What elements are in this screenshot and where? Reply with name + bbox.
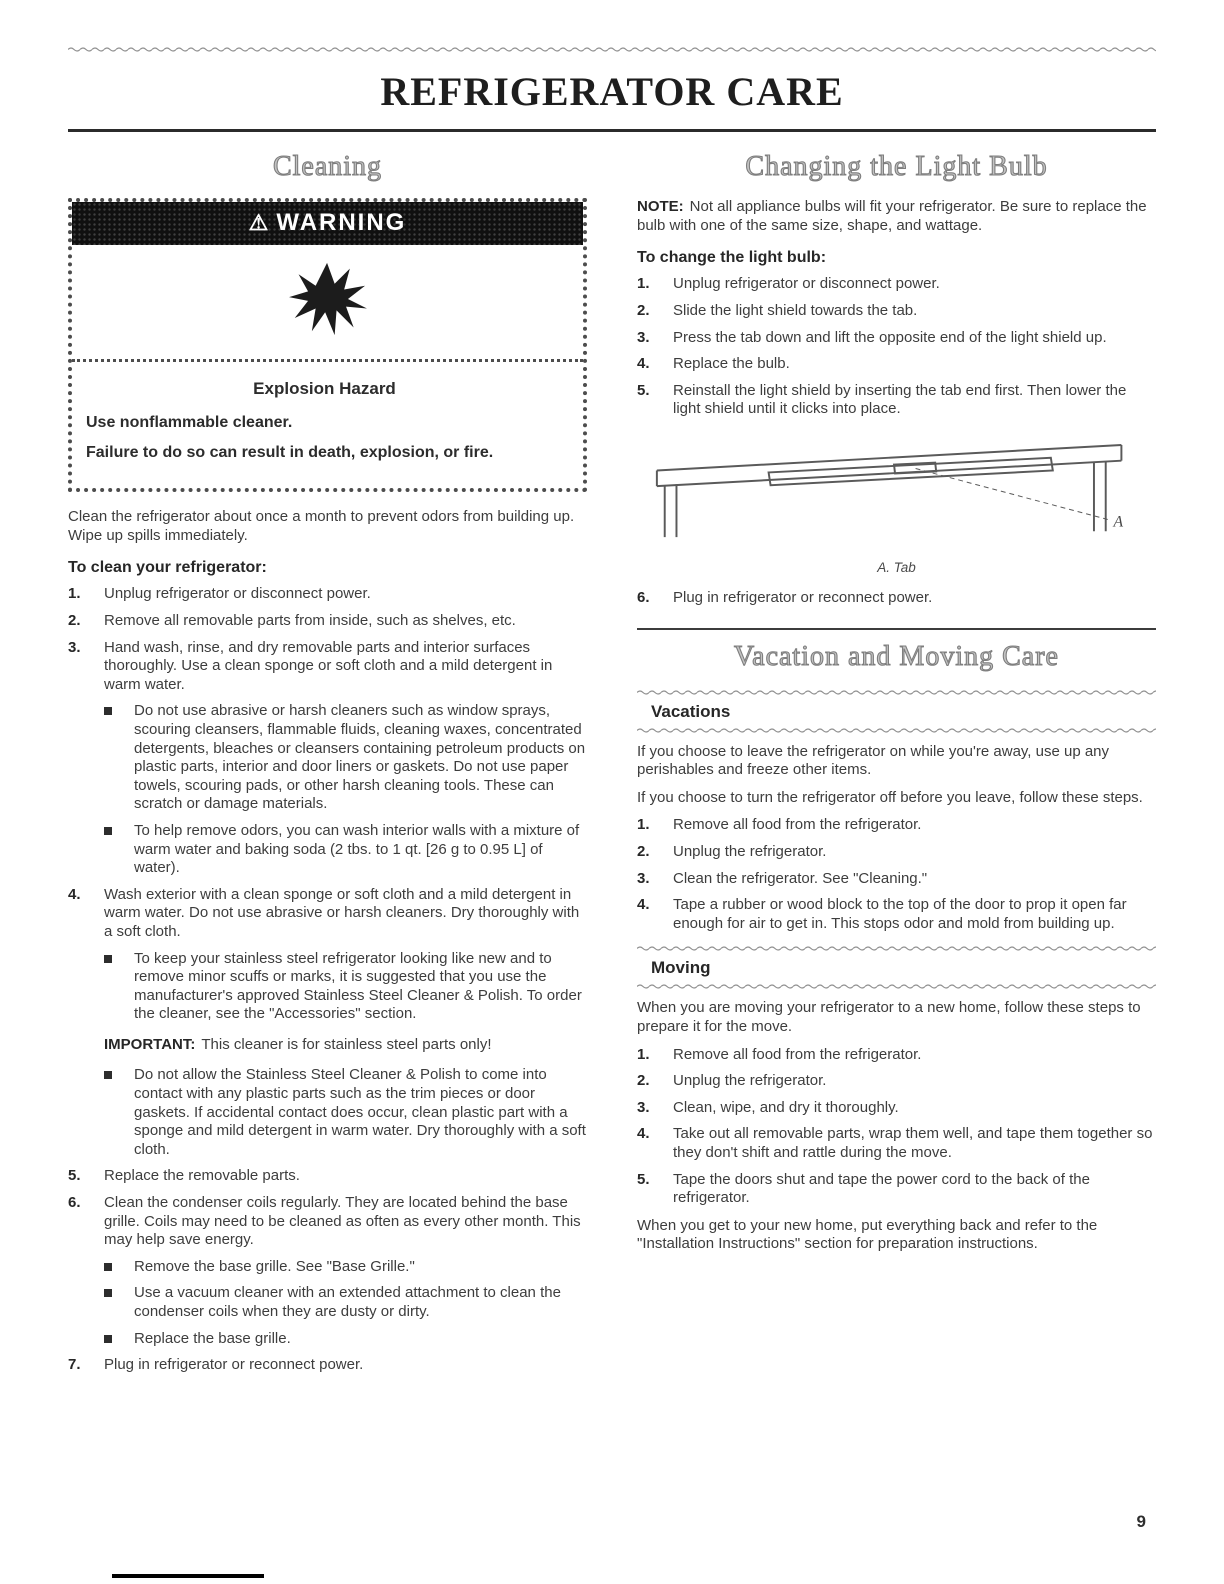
list-item [104, 1284, 587, 1321]
cleaning-list-title: To clean your refrigerator: [68, 558, 267, 576]
list-number: 1. [637, 1045, 650, 1063]
list-text: Do not use abrasive or harsh cleaners such as window sprays, scouring cleansers, flammable fluids, cleaning waxes, concentrated detergents, bleaches or cleansers containing petroleum products on plastic parts, interior and door liners or gaskets. Do not use paper towels, scouring pads, or other harsh cleaning tools. These can scratch or damage materials. [134, 702, 586, 813]
warning-label: WARNING [276, 209, 407, 237]
list-text: Use a vacuum cleaner with an extended attachment to clean the condenser coils when they are dusty or dirty. [134, 1284, 561, 1320]
list-item [637, 329, 1156, 348]
list-number: 3. [637, 869, 650, 887]
list-text: Wash exterior with a clean sponge or soft cloth and a mild detergent in warm water. Do not use abrasive or harsh cleaners. Dry thoroughly with a soft cloth. [104, 885, 580, 940]
list-text: To help remove odors, you can wash interior walls with a mixture of warm water and baking soda (2 tbs. to 1 qt. [26 g to 0.95 L] of water). [134, 821, 580, 877]
list-text: Reinstall the light shield by inserting the tab end first. Then lower the light shield until it clicks into place. [673, 381, 1127, 418]
list-number: 7. [68, 1356, 81, 1374]
light-shield-figure [651, 435, 1156, 559]
warning-line-1: Use nonflammable cleaner. [86, 413, 293, 431]
list-item [68, 585, 587, 604]
right-column [637, 146, 1156, 1383]
bullet-icon [104, 955, 112, 963]
list-text: Take out all removable parts, wrap them well, and tape them together so they don't shift and rattle during the move. [673, 1125, 1153, 1161]
explosion-icon [285, 261, 371, 337]
list-text: Replace the bulb. [673, 355, 790, 373]
list-item [68, 886, 587, 942]
list-text: Unplug the refrigerator. [673, 842, 827, 860]
list-item [637, 816, 1156, 835]
warning-box [68, 198, 587, 492]
list-item [68, 1167, 587, 1186]
list-text: Slide the light shield towards the tab. [673, 301, 918, 319]
list-item [637, 589, 1156, 608]
bullet-icon [104, 1335, 112, 1343]
list-item [637, 1171, 1156, 1208]
list-text: Unplug the refrigerator. [673, 1072, 827, 1090]
list-text: Replace the removable parts. [104, 1167, 300, 1185]
list-text: Tape the doors shut and tape the power cord to the back of the refrigerator. [673, 1170, 1090, 1207]
list-item [637, 382, 1156, 419]
list-item [637, 1125, 1156, 1162]
subheading-moving: Moving [651, 958, 711, 978]
list-text: Plug in refrigerator or reconnect power. [673, 589, 933, 607]
list-item [637, 302, 1156, 321]
bullet-icon [104, 707, 112, 715]
list-number: 4. [68, 885, 81, 903]
list-text: Press the tab down and lift the opposite end of the light shield up. [673, 328, 1107, 346]
list-text: Clean, wipe, and dry it thoroughly. [673, 1098, 899, 1116]
list-text: Replace the base grille. [134, 1329, 291, 1347]
warning-line-2: Failure to do so can result in death, explosion, or fire. [86, 443, 494, 461]
list-item [68, 1194, 587, 1250]
list-text: Unplug refrigerator or disconnect power. [673, 275, 940, 293]
bulb-note [637, 198, 1156, 235]
list-number: 2. [637, 301, 650, 319]
list-text: Plug in refrigerator or reconnect power. [104, 1356, 364, 1374]
vacations-paragraph-1: If you choose to leave the refrigerator on while you're away, use up any perishables and freeze other items. [637, 742, 1110, 779]
list-number: 1. [637, 816, 650, 834]
list-item [104, 1330, 587, 1349]
note-text: Not all appliance bulbs will fit your refrigerator. Be sure to replace the bulb with one of the same size, shape, and wattage. [637, 198, 1147, 234]
important-note [104, 1036, 587, 1055]
important-text: This cleaner is for stainless steel parts only! [201, 1035, 492, 1053]
decorative-squiggle-top [68, 46, 1156, 53]
list-number: 2. [68, 612, 81, 629]
list-item [68, 639, 587, 695]
list-text: Tape a rubber or wood block to the top of the door to prop it open far enough for air to get in. This stops odor and mold from building up. [673, 896, 1127, 932]
warning-header [72, 202, 583, 245]
list-text: Remove all food from the refrigerator. [673, 1045, 922, 1063]
moving-paragraph-1: When you are moving your refrigerator to a new home, follow these steps to prepare it for the move. [637, 999, 1141, 1036]
note-label: NOTE: [637, 198, 684, 216]
list-item [104, 702, 587, 814]
list-text: Remove all removable parts from inside, such as shelves, etc. [104, 612, 516, 629]
list-number: 2. [637, 842, 650, 860]
list-text: Clean the condenser coils regularly. They are located behind the base grille. Coils may need to be cleaned as often as every other month. This may help save energy. [104, 1194, 581, 1249]
list-item [637, 1046, 1156, 1065]
list-item [637, 1099, 1156, 1118]
moving-outro: When you get to your new home, put everything back and refer to the "Installation Instructions" section for preparation instructions. [637, 1216, 1098, 1253]
list-number: 3. [637, 328, 650, 346]
title-rule [68, 129, 1156, 132]
left-column [68, 146, 587, 1383]
list-item [104, 950, 587, 1024]
decorative-squiggle [637, 983, 1156, 990]
bullet-icon [104, 1263, 112, 1271]
subheading-vacations: Vacations [651, 701, 731, 721]
list-text: Remove the base grille. See "Base Grille." [134, 1257, 415, 1275]
list-item [637, 896, 1156, 933]
list-number: 4. [637, 1125, 650, 1143]
section-heading-vacation: Vacation and Moving Care [734, 640, 1059, 672]
hazard-title: Explosion Hazard [253, 378, 396, 398]
list-item [104, 822, 587, 878]
explosion-icon-wrap [72, 245, 583, 353]
bulb-list-title: To change the light bulb: [637, 248, 827, 266]
list-item [104, 1258, 587, 1277]
decorative-squiggle [637, 689, 1156, 696]
list-text: Clean the refrigerator. See "Cleaning." [673, 869, 928, 887]
bullet-icon [104, 1071, 112, 1079]
list-number: 3. [637, 1098, 650, 1116]
list-number: 4. [637, 896, 650, 914]
list-item [637, 843, 1156, 862]
list-item [637, 870, 1156, 889]
cleaning-intro: Clean the refrigerator about once a month to prevent odors from building up. Wipe up spills immediately. [68, 508, 575, 544]
list-text: Unplug refrigerator or disconnect power. [104, 585, 371, 603]
warning-triangle-icon: ⚠ [248, 210, 271, 236]
section-heading-light-bulb: Changing the Light Bulb [745, 150, 1048, 182]
decorative-squiggle [637, 727, 1156, 734]
list-item [104, 1066, 587, 1159]
list-number: 6. [68, 1194, 81, 1212]
list-text: Do not allow the Stainless Steel Cleaner & Polish to come into contact with any plastic parts such as the trim pieces or door gaskets. If accidental contact does occur, clean plastic part with a sponge and mild detergent in warm water. Dry thoroughly with a soft cloth. [134, 1066, 586, 1158]
list-number: 5. [68, 1167, 81, 1185]
page-title: REFRIGERATOR CARE [380, 69, 844, 114]
list-item [68, 1356, 587, 1375]
list-text: To keep your stainless steel refrigerator looking like new and to remove minor scuffs or marks, it is suggested that you use the manufacturer's approved Stainless Steel Cleaner & Polish. To order the cleaner, see the "Accessories" section. [134, 949, 582, 1023]
figure-callout-label: A [1113, 513, 1124, 531]
list-number: 5. [637, 1170, 650, 1188]
list-text: Remove all food from the refrigerator. [673, 816, 922, 834]
section-heading-cleaning: Cleaning [272, 150, 383, 182]
list-number: 6. [637, 589, 650, 607]
section-rule [637, 628, 1156, 630]
list-item [637, 275, 1156, 294]
bullet-icon [104, 827, 112, 835]
list-number: 5. [637, 381, 650, 399]
page-number: 9 [1136, 1511, 1146, 1531]
registration-mark [112, 1574, 264, 1578]
vacations-paragraph-2: If you choose to turn the refrigerator off before you leave, follow these steps. [637, 788, 1143, 806]
list-number: 1. [68, 585, 81, 603]
list-number: 1. [637, 275, 650, 293]
list-item [637, 1072, 1156, 1091]
list-item [637, 355, 1156, 374]
list-item [68, 612, 587, 631]
list-number: 4. [637, 355, 650, 373]
list-text: Hand wash, rinse, and dry removable parts and interior surfaces thoroughly. Use a clean sponge or soft cloth and a mild detergent in warm water. [104, 638, 553, 693]
important-label: IMPORTANT: [104, 1035, 196, 1053]
list-number: 3. [68, 638, 81, 656]
list-number: 2. [637, 1072, 650, 1090]
figure-caption: A. Tab [877, 560, 916, 576]
bullet-icon [104, 1289, 112, 1297]
decorative-squiggle [637, 945, 1156, 952]
